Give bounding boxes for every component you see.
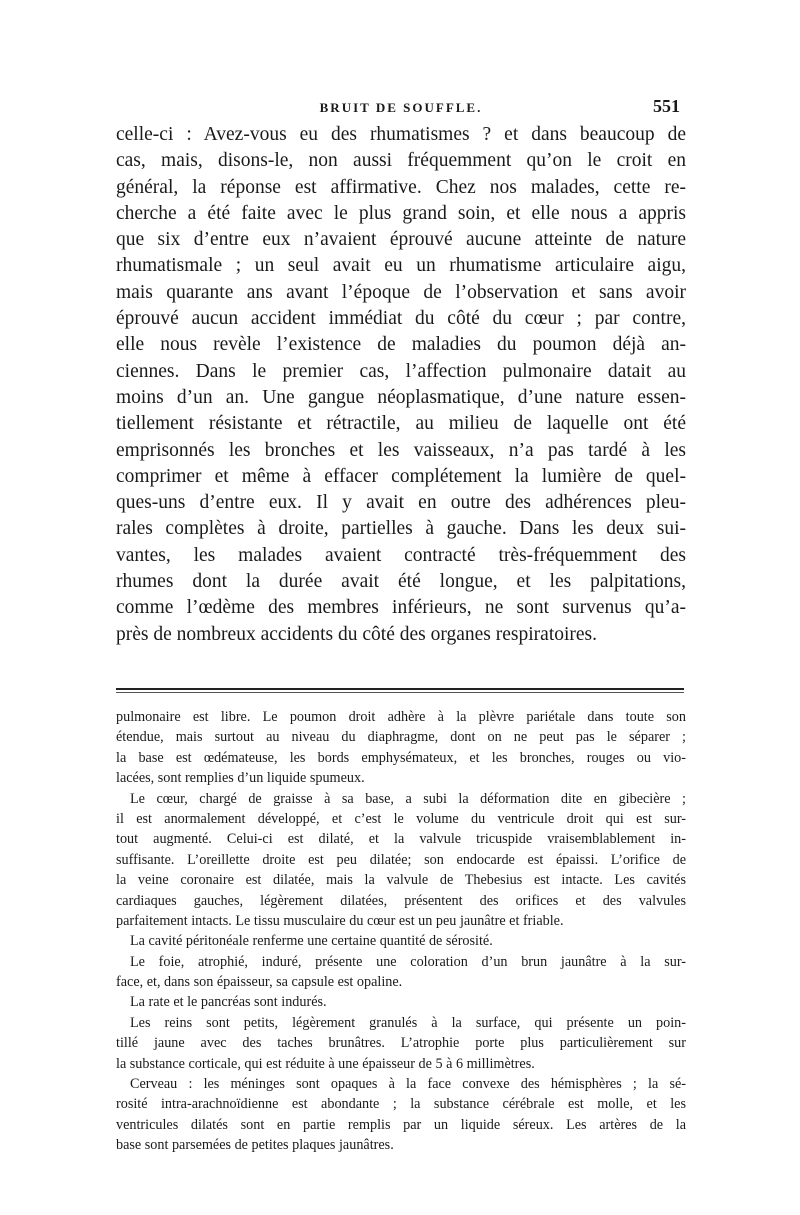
footnote-line: tout augmenté. Celui-ci est dilaté, et la valvule tricuspide vraisemblablement in- — [116, 831, 686, 848]
body-line: cherche a été faite avec le plus grand soin, et elle nous a appris — [116, 202, 686, 224]
footnote-paragraph — [116, 1013, 686, 1074]
body-line: près de nombreux accidents du côté des organes respiratoires. — [116, 623, 598, 645]
footnote-line: la base est œdémateuse, les bords emphysémateux, et les bronches, rouges ou vio- — [116, 749, 686, 766]
footnote-line: cardiaques gauches, légèrement dilatées, présentent des orifices et des valvules — [116, 892, 686, 909]
footnote-paragraph — [116, 992, 686, 1012]
body-line: rhumes dont la durée avait été longue, et les palpitations, — [116, 571, 686, 593]
body-line: que six d’entre eux n’avaient éprouvé aucune atteinte de nature — [116, 229, 686, 251]
footnote-line: suffisante. L’oreillette droite est peu dilatée; son endocarde est épaissi. L’orifice de — [116, 851, 686, 868]
footnote-line: Les reins sont petits, légèrement granulés à la surface, qui présente un poin- — [130, 1014, 686, 1031]
body-line: comme l’œdème des membres inférieurs, ne sont survenus qu’a- — [116, 597, 686, 619]
footnote-line: la substance corticale, qui est réduite à une épaisseur de 5 à 6 millimètres. — [116, 1055, 535, 1072]
footnote-line: Le cœur, chargé de graisse à sa base, a subi la déformation dite en gibecière ; — [130, 790, 686, 807]
body-line: vantes, les malades avaient contracté très-fréquemment des — [116, 544, 686, 566]
footnote-line: Cerveau : les méninges sont opaques à la face convexe des hémisphères ; la sé- — [130, 1076, 686, 1093]
main-body-text — [116, 122, 686, 648]
footnote-line: face, et, dans son épaisseur, sa capsule est opaline. — [116, 974, 403, 991]
page-number: 551 — [653, 96, 680, 116]
body-line: moins d’un an. Une gangue néoplasmatique, d’une nature essen- — [116, 386, 686, 408]
body-line: comprimer et même à effacer complétement la lumière de quel- — [116, 465, 686, 487]
body-line: emprisonnés les bronches et les vaisseaux, n’a pas tardé à les — [116, 439, 686, 461]
footnote-line: Le foie, atrophié, induré, présente une coloration d’un brun jaunâtre à la sur- — [130, 953, 686, 970]
footnote-line: lacées, sont remplies d’un liquide spumeux. — [116, 770, 365, 787]
body-line: général, la réponse est affirmative. Chez nos malades, cette re- — [116, 176, 686, 198]
body-line: mais quarante ans avant l’époque de l’observation et sans avoir — [116, 281, 686, 303]
running-title: BRUIT DE SOUFFLE. — [319, 100, 483, 115]
body-line: rhumatismale ; un seul avait eu un rhumatisme articulaire aigu, — [116, 255, 686, 277]
footnote-line: parfaitement intacts. Le tissu musculaire du cœur est un peu jaunâtre et friable. — [116, 912, 564, 929]
footnote-line: étendue, mais surtout au niveau du diaphragme, dont on ne peut pas le séparer ; — [116, 729, 686, 746]
body-line: éprouvé aucun accident immédiat du côté du cœur ; par contre, — [116, 308, 686, 330]
body-line: celle-ci : Avez-vous eu des rhumatismes ? et dans beaucoup de — [116, 124, 686, 145]
body-line: tiellement résistante et rétractile, au milieu de laquelle ont été — [116, 413, 686, 435]
footnote-line: ventricules dilatés sont en partie remplis par un liquide séreux. Les artères de la — [116, 1116, 686, 1133]
footnote-paragraph — [116, 952, 686, 993]
body-line: rales complètes à droite, partielles à gauche. Dans les deux sui- — [116, 518, 686, 540]
footnote-text — [116, 707, 686, 1156]
footnote-line: la veine coronaire est dilatée, mais la valvule de Thebesius est intacte. Les cavités — [116, 872, 686, 889]
footnote-paragraph — [116, 707, 686, 789]
body-line: cas, mais, disons-le, non aussi fréquemment qu’on le croit en — [116, 150, 686, 172]
running-head — [118, 96, 684, 120]
footnote-separator-rule-thin — [116, 692, 684, 693]
footnote-line: rosité intra-arachnoïdienne est abondante ; la substance cérébrale est molle, et les — [116, 1096, 686, 1113]
footnote-line: pulmonaire est libre. Le poumon droit adhère à la plèvre pariétale dans toute son — [116, 709, 686, 725]
footnote-line: il est anormalement développé, et c’est le volume du ventricule droit qui est sur- — [116, 810, 686, 827]
footnote-paragraph — [116, 1074, 686, 1156]
body-line: ques-uns d’entre eux. Il y avait en outre des adhérences pleu- — [116, 492, 686, 514]
footnote-paragraph — [116, 789, 686, 932]
body-line: elle nous revèle l’existence de maladies du poumon déjà an- — [116, 334, 686, 356]
footnote-line: La cavité péritonéale renferme une certaine quantité de sérosité. — [130, 933, 493, 950]
footnote-separator-rule — [116, 688, 684, 690]
footnote-line: La rate et le pancréas sont indurés. — [130, 994, 327, 1011]
footnote-paragraph — [116, 931, 686, 951]
footnote-line: base sont parsemées de petites plaques jaunâtres. — [116, 1137, 394, 1154]
body-line: ciennes. Dans le premier cas, l’affection pulmonaire datait au — [116, 360, 686, 382]
footnote-line: tillé jaune avec des taches brunâtres. L’atrophie porte plus particulièrement sur — [116, 1035, 686, 1052]
